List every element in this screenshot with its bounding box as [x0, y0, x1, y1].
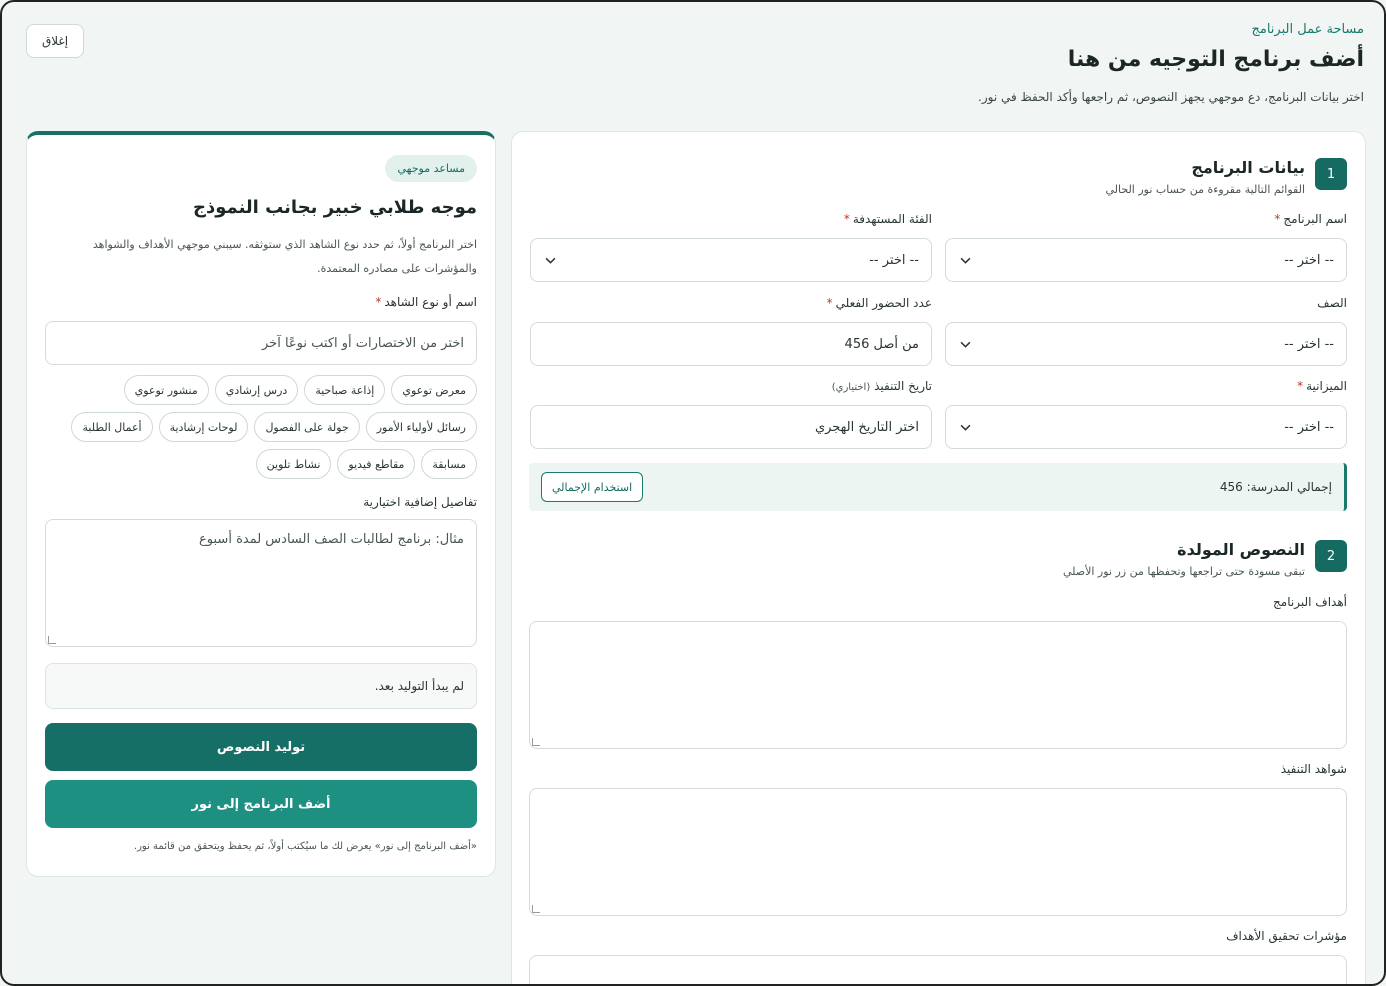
- assistant-card: [26, 131, 496, 877]
- evidence-chip[interactable]: أعمال الطلبة: [71, 412, 152, 442]
- resize-grip-icon[interactable]: [48, 636, 56, 644]
- assistant-badge: مساعد موجهي: [385, 155, 477, 182]
- assistant-description: اختر البرنامج أولاً، ثم حدد نوع الشاهد الذي ستوثقه. سيبني موجهي الأهداف والشواهد والمؤشرات على مصادره المعتمدة.: [92, 238, 477, 275]
- goals-label: أهداف البرنامج: [1273, 595, 1347, 609]
- generation-status: لم يبدأ التوليد بعد.: [45, 663, 477, 709]
- chevron-down-icon: [958, 253, 972, 267]
- section-title: النصوص المولدة: [1177, 540, 1305, 559]
- evidence-chip[interactable]: مقاطع فيديو: [337, 449, 415, 479]
- exec-date-label: تاريخ التنفيذ (اختياري): [831, 379, 932, 393]
- program-form-card: [511, 131, 1366, 986]
- section-program-data-header: [1105, 158, 1347, 196]
- resize-grip-icon[interactable]: [532, 738, 540, 746]
- grade-label: الصف: [1317, 296, 1347, 310]
- page-header: [264, 22, 1364, 104]
- grade-select[interactable]: -- اختر --: [945, 322, 1347, 366]
- goals-textarea[interactable]: [529, 621, 1347, 749]
- school-total-text: إجمالي المدرسة: 456: [1219, 480, 1332, 494]
- budget-select[interactable]: -- اختر --: [945, 405, 1347, 449]
- hijri-date-input[interactable]: اختر التاريخ الهجري: [530, 405, 932, 449]
- chevron-down-icon: [543, 253, 557, 267]
- workspace-eyebrow: مساحة عمل البرنامج: [1251, 22, 1364, 37]
- assistant-title: موجه طلابي خبير بجانب النموذج: [193, 197, 477, 218]
- use-total-button[interactable]: استخدام الإجمالي: [541, 472, 643, 502]
- evidence-type-label: اسم أو نوع الشاهد*: [375, 295, 477, 309]
- close-button[interactable]: إغلاق: [26, 24, 84, 58]
- section-title: بيانات البرنامج: [1191, 158, 1305, 177]
- evidence-chip[interactable]: رسائل لأولياء الأمور: [366, 412, 477, 442]
- target-group-select[interactable]: -- اختر --: [530, 238, 932, 282]
- section-number-badge: 2: [1315, 540, 1347, 572]
- attendance-label: عدد الحضور الفعلي*: [826, 296, 932, 310]
- indicators-label: مؤشرات تحقيق الأهداف: [1226, 929, 1347, 943]
- details-textarea[interactable]: مثال: برنامج لطالبات الصف السادس لمدة أسبوع: [45, 519, 477, 647]
- evidence-chip[interactable]: جولة على الفصول: [254, 412, 359, 442]
- evidence-textarea[interactable]: [529, 788, 1347, 916]
- program-name-label: اسم البرنامج*: [1274, 212, 1347, 226]
- section-subtitle: القوائم التالية مقروءة من حساب نور الحالي: [1105, 183, 1305, 196]
- assistant-note: «أضف البرنامج إلى نور» يعرض لك ما سيُكتب أولاً، ثم يحفظ ويتحقق من قائمة نور.: [133, 841, 477, 852]
- target-group-label: الفئة المستهدفة*: [843, 212, 932, 226]
- evidence-chips: [45, 375, 477, 479]
- evidence-chip[interactable]: نشاط تلوين: [256, 449, 332, 479]
- program-name-select[interactable]: -- اختر --: [945, 238, 1347, 282]
- evidence-chip[interactable]: مسابقة: [421, 449, 477, 479]
- details-label: تفاصيل إضافية اختيارية: [363, 495, 477, 509]
- generate-texts-button[interactable]: توليد النصوص: [45, 723, 477, 771]
- page-subtitle: اختر بيانات البرنامج، دع موجهي يجهز النصوص، ثم راجعها وأكد الحفظ في نور.: [978, 90, 1364, 104]
- chevron-down-icon: [958, 337, 972, 351]
- evidence-chip[interactable]: لوحات إرشادية: [159, 412, 249, 442]
- section-number-badge: 1: [1315, 158, 1347, 190]
- evidence-chip[interactable]: درس إرشادي: [215, 375, 299, 405]
- budget-label: الميزانية*: [1297, 379, 1347, 393]
- evidence-chip[interactable]: إذاعة صباحية: [304, 375, 385, 405]
- evidence-label: شواهد التنفيذ: [1280, 762, 1347, 776]
- add-to-noor-button[interactable]: أضف البرنامج إلى نور: [45, 780, 477, 828]
- evidence-type-input[interactable]: اختر من الاختصارات أو اكتب نوعًا آخر: [45, 321, 477, 365]
- section-generated-texts-header: [1063, 540, 1347, 578]
- indicators-textarea[interactable]: [529, 955, 1347, 986]
- section-subtitle: تبقى مسودة حتى تراجعها وتحفظها من زر نور الأصلي: [1062, 565, 1305, 578]
- evidence-chip[interactable]: معرض توعوي: [391, 375, 477, 405]
- school-total-bar: [529, 463, 1347, 511]
- page-title: أضف برنامج التوجيه من هنا: [1067, 47, 1364, 72]
- attendance-input[interactable]: من أصل 456: [530, 322, 932, 366]
- resize-grip-icon[interactable]: [532, 905, 540, 913]
- chevron-down-icon: [958, 420, 972, 434]
- evidence-chip[interactable]: منشور توعوي: [124, 375, 209, 405]
